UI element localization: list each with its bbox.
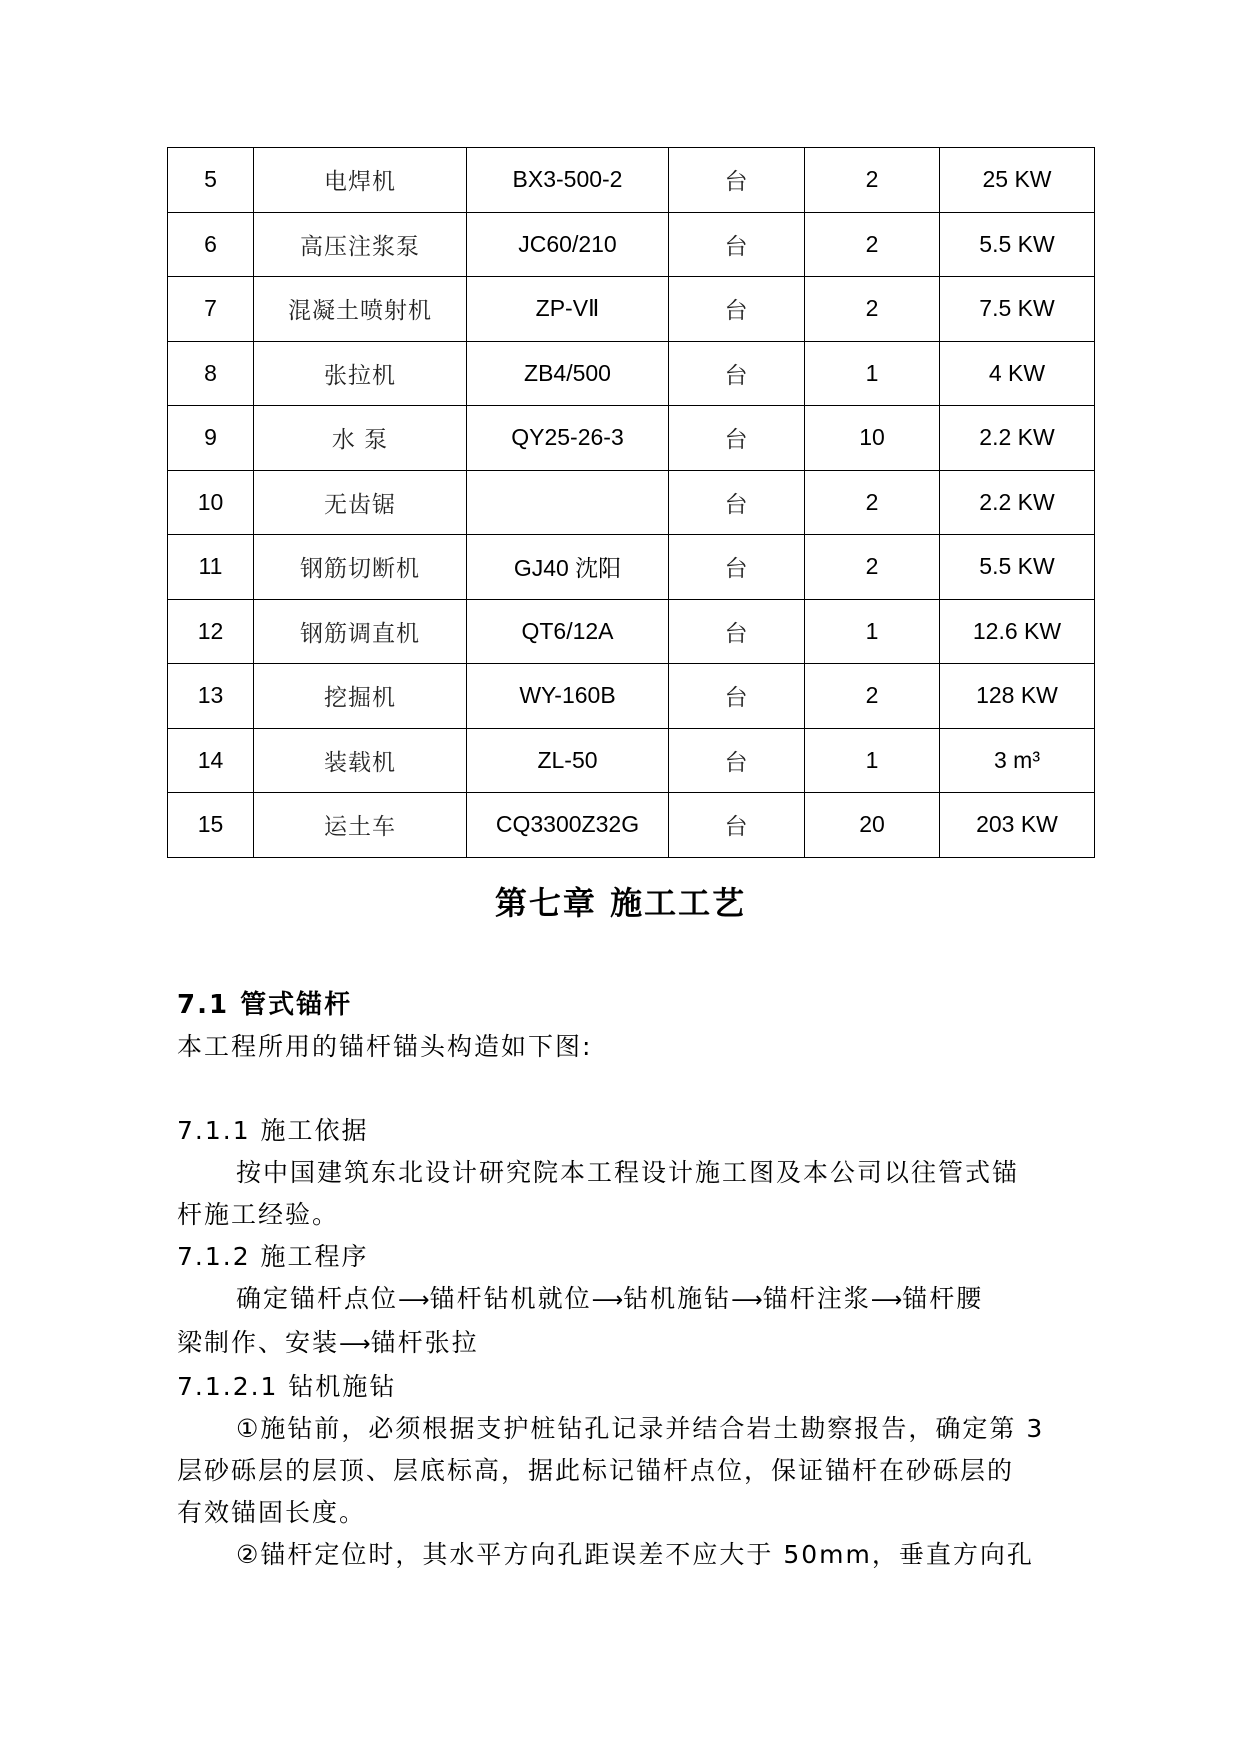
table-row bbox=[168, 148, 1095, 213]
table-row bbox=[168, 406, 1095, 471]
procedure-step: 锚杆腰 bbox=[902, 1284, 984, 1313]
cell-power: 203 KW bbox=[940, 793, 1095, 858]
section-7-1-heading: 7.1 管式锚杆 bbox=[177, 990, 353, 1020]
section-7-1-intro: 本工程所用的锚杆锚头构造如下图: bbox=[177, 1032, 593, 1061]
section-7-1-1-line1: 按中国建筑东北设计研究院本工程设计施工图及本公司以往管式锚 bbox=[236, 1158, 1020, 1187]
cell-power: 7.5 KW bbox=[940, 277, 1095, 342]
cell-unit: 台 bbox=[669, 212, 805, 277]
procedure-step: 钻机施钻 bbox=[623, 1284, 732, 1313]
cell-no: 13 bbox=[168, 664, 254, 729]
table-row bbox=[168, 341, 1095, 406]
cell-model: ZB4/500 bbox=[467, 341, 669, 406]
procedure-step: 锚杆张拉 bbox=[370, 1328, 479, 1357]
arrow-right-icon: ⟶ bbox=[591, 1288, 624, 1313]
table-row bbox=[168, 212, 1095, 277]
cell-name: 混凝土喷射机 bbox=[254, 277, 467, 342]
arrow-right-icon: ⟶ bbox=[339, 1332, 371, 1357]
cell-no: 9 bbox=[168, 406, 254, 471]
cell-name: 高压注浆泵 bbox=[254, 212, 467, 277]
cell-unit: 台 bbox=[669, 599, 805, 664]
section-7-1 bbox=[177, 984, 1083, 1068]
drilling-p2-line1: ②锚杆定位时，其水平方向孔距误差不应大于 50mm，垂直方向孔 bbox=[236, 1540, 1034, 1569]
cell-name: 运土车 bbox=[254, 793, 467, 858]
cell-unit: 台 bbox=[669, 793, 805, 858]
procedure-step: 锚杆钻机就位 bbox=[429, 1284, 592, 1313]
cell-model: BX3-500-2 bbox=[467, 148, 669, 213]
procedure-steps-line2 bbox=[177, 1322, 1083, 1366]
cell-model: ZL-50 bbox=[467, 728, 669, 793]
cell-unit: 台 bbox=[669, 341, 805, 406]
cell-name: 张拉机 bbox=[254, 341, 467, 406]
equipment-table bbox=[167, 147, 1095, 858]
table-row bbox=[168, 793, 1095, 858]
cell-power: 3 m³ bbox=[940, 728, 1095, 793]
procedure-step: 确定锚杆点位 bbox=[236, 1284, 399, 1313]
cell-qty: 1 bbox=[805, 728, 940, 793]
procedure-step: 梁制作、安装 bbox=[177, 1328, 340, 1357]
procedure-steps-line1 bbox=[177, 1278, 1083, 1322]
cell-power: 25 KW bbox=[940, 148, 1095, 213]
cell-no: 11 bbox=[168, 535, 254, 600]
cell-qty: 2 bbox=[805, 470, 940, 535]
arrow-right-icon: ⟶ bbox=[398, 1288, 430, 1313]
cell-unit: 台 bbox=[669, 728, 805, 793]
chapter-title: 第七章 施工工艺 bbox=[494, 884, 747, 922]
section-7-1-1-heading: 7.1.1 施工依据 bbox=[177, 1116, 369, 1145]
cell-unit: 台 bbox=[669, 406, 805, 471]
cell-no: 10 bbox=[168, 470, 254, 535]
cell-name: 装载机 bbox=[254, 728, 467, 793]
section-7-1-2-heading: 7.1.2 施工程序 bbox=[177, 1242, 369, 1271]
cell-power: 4 KW bbox=[940, 341, 1095, 406]
cell-model: QY25-26-3 bbox=[467, 406, 669, 471]
cell-name: 水 泵 bbox=[254, 406, 467, 471]
arrow-right-icon: ⟶ bbox=[870, 1288, 903, 1313]
section-7-1-1-line2: 杆施工经验。 bbox=[177, 1200, 340, 1229]
cell-model: QT6/12A bbox=[467, 599, 669, 664]
cell-name: 钢筋切断机 bbox=[254, 535, 467, 600]
cell-model: CQ3300Z32G bbox=[467, 793, 669, 858]
cell-unit: 台 bbox=[669, 470, 805, 535]
cell-power: 2.2 KW bbox=[940, 406, 1095, 471]
section-7-1-1 bbox=[177, 1110, 1083, 1576]
cell-no: 15 bbox=[168, 793, 254, 858]
drilling-p1-line3: 有效锚固长度。 bbox=[177, 1498, 367, 1527]
cell-qty: 20 bbox=[805, 793, 940, 858]
cell-qty: 2 bbox=[805, 535, 940, 600]
cell-name: 电焊机 bbox=[254, 148, 467, 213]
cell-model: JC60/210 bbox=[467, 212, 669, 277]
cell-power: 5.5 KW bbox=[940, 535, 1095, 600]
equipment-table-body bbox=[168, 148, 1095, 858]
cell-qty: 2 bbox=[805, 148, 940, 213]
cell-model: ZP-VⅡ bbox=[467, 277, 669, 342]
cell-unit: 台 bbox=[669, 148, 805, 213]
cell-power: 128 KW bbox=[940, 664, 1095, 729]
cell-power: 5.5 KW bbox=[940, 212, 1095, 277]
cell-no: 14 bbox=[168, 728, 254, 793]
section-7-1-2-1-heading: 7.1.2.1 钻机施钻 bbox=[177, 1372, 397, 1401]
cell-unit: 台 bbox=[669, 535, 805, 600]
drilling-p1-line2: 层砂砾层的层顶、层底标高，据此标记锚杆点位，保证锚杆在砂砾层的 bbox=[177, 1456, 1015, 1485]
cell-name: 挖掘机 bbox=[254, 664, 467, 729]
cell-model: GJ40 沈阳 bbox=[467, 535, 669, 600]
table-row bbox=[168, 277, 1095, 342]
drilling-p1-line1: ①施钻前，必须根据支护桩钻孔记录并结合岩土勘察报告，确定第 3 bbox=[236, 1414, 1045, 1443]
cell-no: 5 bbox=[168, 148, 254, 213]
cell-qty: 10 bbox=[805, 406, 940, 471]
cell-unit: 台 bbox=[669, 277, 805, 342]
arrow-right-icon: ⟶ bbox=[731, 1288, 763, 1313]
cell-name: 无齿锯 bbox=[254, 470, 467, 535]
cell-name: 钢筋调直机 bbox=[254, 599, 467, 664]
cell-model bbox=[467, 470, 669, 535]
cell-qty: 1 bbox=[805, 599, 940, 664]
table-row bbox=[168, 470, 1095, 535]
cell-no: 7 bbox=[168, 277, 254, 342]
table-row bbox=[168, 728, 1095, 793]
cell-qty: 1 bbox=[805, 341, 940, 406]
cell-qty: 2 bbox=[805, 277, 940, 342]
table-row bbox=[168, 599, 1095, 664]
cell-power: 2.2 KW bbox=[940, 470, 1095, 535]
procedure-step: 锚杆注浆 bbox=[762, 1284, 871, 1313]
cell-unit: 台 bbox=[669, 664, 805, 729]
cell-no: 6 bbox=[168, 212, 254, 277]
cell-model: WY-160B bbox=[467, 664, 669, 729]
cell-qty: 2 bbox=[805, 664, 940, 729]
cell-qty: 2 bbox=[805, 212, 940, 277]
table-row bbox=[168, 664, 1095, 729]
cell-no: 8 bbox=[168, 341, 254, 406]
cell-power: 12.6 KW bbox=[940, 599, 1095, 664]
table-row bbox=[168, 535, 1095, 600]
cell-no: 12 bbox=[168, 599, 254, 664]
